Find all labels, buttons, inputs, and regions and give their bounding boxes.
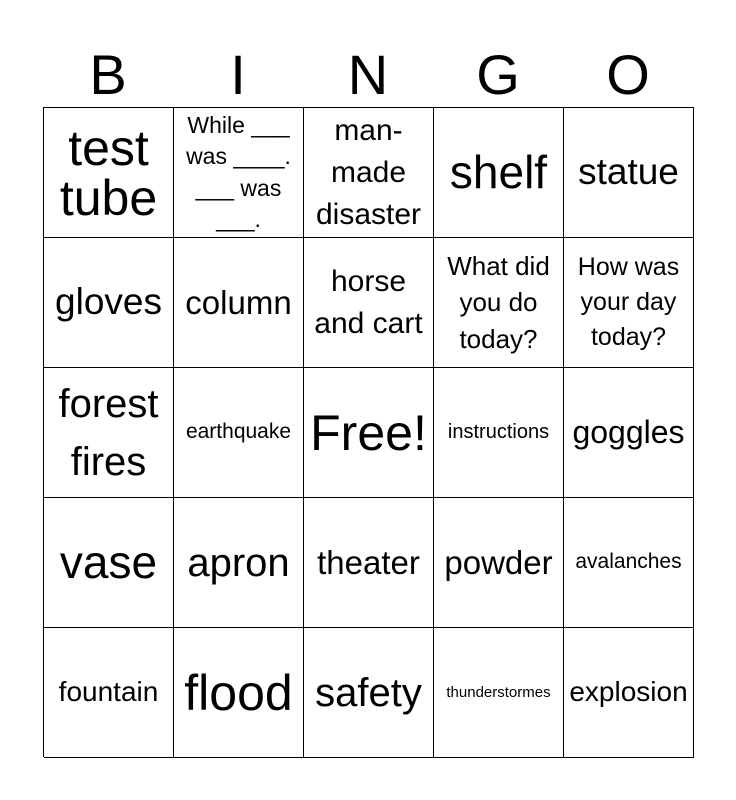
bingo-cell[interactable] — [174, 108, 304, 238]
bingo-cell[interactable] — [174, 368, 304, 498]
cell-text: man-made disaster — [315, 113, 422, 231]
cell-text: test tube — [59, 119, 158, 226]
bingo-cell[interactable] — [304, 238, 434, 368]
bingo-cell[interactable] — [434, 108, 564, 238]
cell-text: theater — [317, 543, 420, 581]
bingo-card — [43, 107, 694, 757]
header-letter-g: G — [476, 43, 520, 106]
cell-text: fountain — [58, 676, 159, 708]
cell-text: What did you do today? — [447, 250, 550, 354]
bingo-cell[interactable] — [434, 628, 564, 758]
bingo-cell[interactable] — [564, 498, 694, 628]
cell-text: How was your day today? — [577, 253, 680, 351]
bingo-cell[interactable] — [44, 368, 174, 498]
cell-text: horse and cart — [314, 264, 423, 340]
header-letter-b: B — [89, 43, 127, 106]
cell-text: avalanches — [575, 550, 682, 574]
bingo-cell[interactable] — [564, 238, 694, 368]
bingo-cell[interactable] — [434, 498, 564, 628]
cell-text: Free! — [310, 404, 427, 461]
bingo-cell[interactable] — [174, 498, 304, 628]
cell-text: earthquake — [185, 420, 292, 444]
bingo-header — [43, 42, 693, 108]
bingo-cell[interactable] — [564, 108, 694, 238]
cell-text: statue — [578, 151, 679, 193]
cell-text: thunderstormes — [446, 683, 551, 701]
bingo-cell[interactable] — [564, 368, 694, 498]
cell-text: instructions — [447, 421, 550, 443]
bingo-cell[interactable] — [44, 108, 174, 238]
header-letter-i: I — [230, 43, 246, 106]
header-letter-n: N — [347, 43, 389, 106]
bingo-cell[interactable] — [434, 238, 564, 368]
bingo-cell[interactable] — [434, 368, 564, 498]
cell-text: powder — [444, 543, 553, 581]
cell-text: forest fires — [58, 381, 159, 484]
cell-text: shelf — [449, 145, 548, 198]
cell-text: goggles — [572, 414, 685, 451]
bingo-cell[interactable] — [44, 628, 174, 758]
cell-text: gloves — [55, 281, 162, 323]
bingo-cell[interactable] — [304, 628, 434, 758]
bingo-cell[interactable] — [304, 108, 434, 238]
header-letter-o: O — [606, 43, 650, 106]
bingo-cell[interactable] — [44, 498, 174, 628]
bingo-cell[interactable] — [174, 238, 304, 368]
bingo-cell[interactable] — [564, 628, 694, 758]
cell-text: flood — [184, 664, 293, 721]
cell-text: While ___ was ____. ___ was ___. — [186, 112, 291, 232]
cell-text: vase — [59, 535, 158, 588]
bingo-cell[interactable] — [44, 238, 174, 368]
bingo-cell free-space[interactable] — [304, 368, 434, 498]
cell-text: apron — [187, 540, 290, 585]
bingo-cell[interactable] — [174, 628, 304, 758]
cell-text: explosion — [569, 676, 688, 708]
cell-text: column — [185, 283, 292, 321]
bingo-cell[interactable] — [304, 498, 434, 628]
cell-text: safety — [315, 670, 422, 715]
